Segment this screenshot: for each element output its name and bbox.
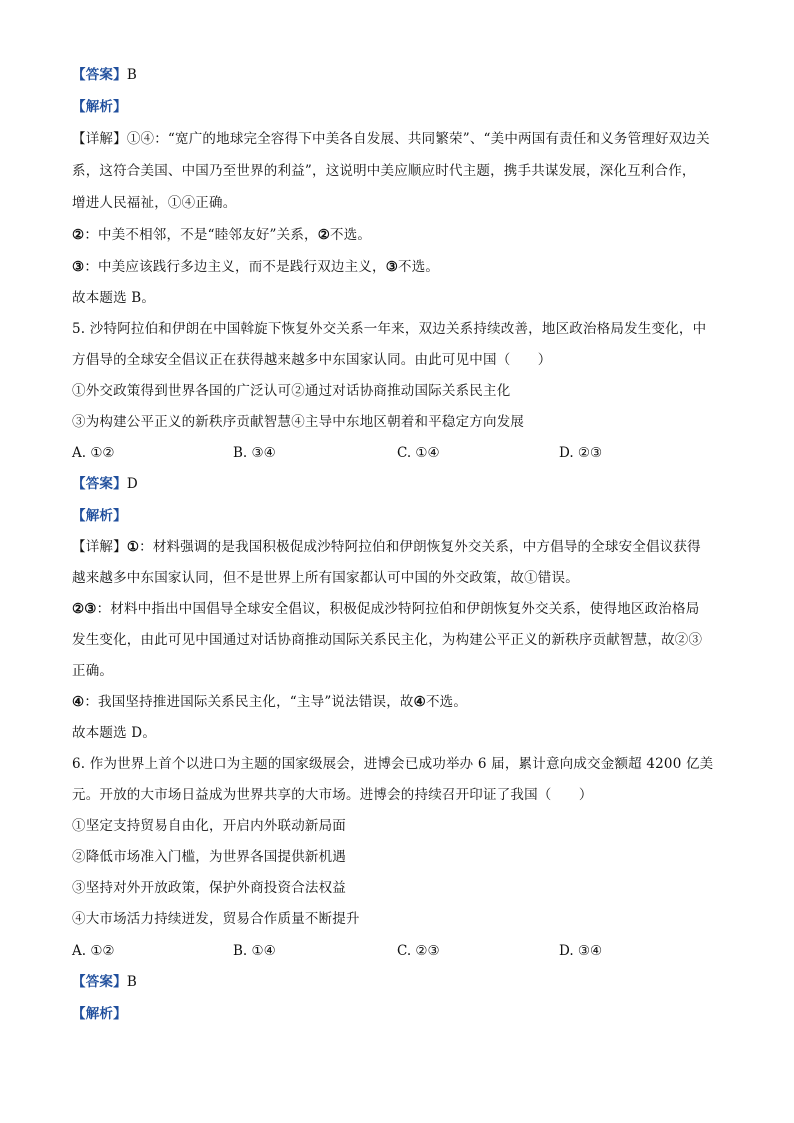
- q5-stem-line-2: 方倡导的全球安全倡议正在获得越来越多中东国家认同。由此可见中国（ ）: [72, 352, 552, 368]
- q5-choice-d: D. ②③: [559, 445, 603, 461]
- detail-text: ①④：“宽广的地球完全容得下中美各自发展、共同繁荣”、“美中两国有责任和义务管理好双边关: [126, 131, 710, 147]
- q6-answer-line: [72, 971, 732, 993]
- q5-choice-b: B. ③④: [233, 445, 276, 461]
- q5-stem-line-1: 5. 沙特阿拉伯和伊朗在中国斡旋下恢复外交关系一年来，双边关系持续改善，地区政治格局发生变化，中: [72, 321, 707, 337]
- q5-detail-1-line-2: 越来越多中东国家认同，但不是世界上所有国家都认可中国的外交政策，故①错误。: [72, 570, 579, 586]
- q4-detail-line-3: 增进人民福祉，①④正确。: [72, 195, 237, 211]
- q6-option-3: ③坚持对外开放政策，保护外商投资合法权益: [72, 880, 346, 896]
- analysis-tag: 【解析】: [72, 508, 127, 524]
- q5-choice-c: C. ①④: [397, 445, 440, 461]
- q6-option-1: ①坚定支持贸易自由化，开启内外联动新局面: [72, 818, 346, 834]
- q5-answer-line: [72, 473, 732, 495]
- answer-value: B: [126, 67, 137, 83]
- q4-detail-line-2: 系，这符合美国、中国乃至世界的利益”，这说明中美应顺应时代主题，携手共谋发展，深化互利合作，: [72, 163, 696, 179]
- q6-option-2: ②降低市场准入门槛，为世界各国提供新机遇: [72, 849, 346, 865]
- q6-analysis-line: [72, 1003, 732, 1025]
- q6-stem-line-1: 6. 作为世界上首个以进口为主题的国家级展会，进博会已成功举办 6 届，累计意向成交金额超 4200 亿美: [72, 756, 714, 772]
- q5-detail-2-line-3: 正确。: [72, 663, 114, 679]
- answer-value: B: [126, 974, 137, 990]
- q4-analysis-line: [72, 96, 732, 118]
- q4-detail-line-1: [72, 128, 732, 150]
- answer-value: D: [126, 476, 138, 492]
- q5-choice-a: A. ①②: [72, 445, 115, 461]
- q5-detail-2-line-2: 发生变化，由此可见中国通过对话协商推动国际关系民主化，为构建公平正义的新秩序贡献智慧，故②③: [72, 632, 703, 648]
- q4-point-2: ②：中美不相邻，不是“睦邻友好”关系，②不选。: [72, 227, 372, 243]
- answer-tag: 【答案】: [72, 67, 127, 83]
- answer-tag: 【答案】: [72, 974, 127, 990]
- q5-options-line-1: ①外交政策得到世界各国的广泛认可②通过对话协商推动国际关系民主化: [72, 383, 511, 399]
- detail-tag: 【详解】: [72, 539, 127, 555]
- detail-tag: 【详解】: [72, 131, 127, 147]
- q5-conclusion: 故本题选 D。: [72, 725, 157, 741]
- q6-option-4: ④大市场活力持续迸发，贸易合作质量不断提升: [72, 911, 360, 927]
- q6-choice-b: B. ①④: [233, 943, 276, 959]
- q5-analysis-line: [72, 505, 732, 527]
- q6-choice-a: A. ①②: [72, 943, 115, 959]
- q6-stem-line-2: 元。开放的大市场日益成为世界共享的大市场。进博会的持续召开印证了我国（ ）: [72, 787, 593, 803]
- q5-options-line-2: ③为构建公平正义的新秩序贡献智慧④主导中东地区朝着和平稳定方向发展: [72, 414, 525, 430]
- q6-choice-d: D. ③④: [559, 943, 603, 959]
- analysis-tag: 【解析】: [72, 1006, 127, 1022]
- answer-tag: 【答案】: [72, 476, 127, 492]
- analysis-tag: 【解析】: [72, 99, 127, 115]
- q4-point-3: ③：中美应该践行多边主义，而不是践行双边主义，③不选。: [72, 259, 440, 275]
- q4-answer-line: [72, 64, 732, 86]
- q5-detail-4: ④：我国坚持推进国际关系民主化，“主导”说法错误，故④不选。: [72, 694, 468, 710]
- q5-detail-2-line-1: ②③：材料中指出中国倡导全球安全倡议，积极促成沙特阿拉伯和伊朗恢复外交关系，使得地区政治格局: [72, 601, 700, 617]
- q4-conclusion: 故本题选 B。: [72, 290, 156, 306]
- q5-detail-1-line-1: 【详解】①：材料强调的是我国积极促成沙特阿拉伯和伊朗恢复外交关系，中方倡导的全球安全倡议获得: [72, 539, 701, 555]
- q6-choice-c: C. ②③: [397, 943, 440, 959]
